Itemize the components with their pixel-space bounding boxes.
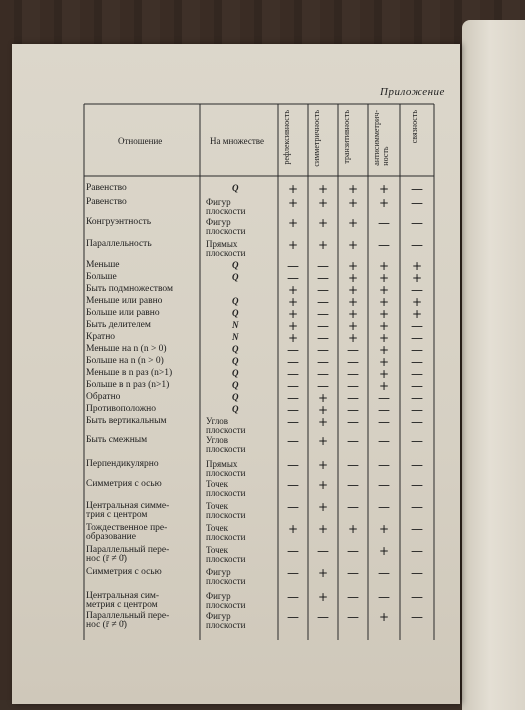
minus-mark: — — [287, 391, 299, 405]
minus-mark: — — [287, 379, 299, 393]
minus-mark: — — [317, 610, 329, 624]
minus-mark: — — [378, 458, 390, 472]
minus-mark: — — [287, 544, 299, 558]
row-relation: Противоположно — [86, 404, 157, 414]
minus-mark: — — [411, 196, 423, 210]
row-relation: Равенство — [86, 183, 127, 193]
minus-mark: — — [317, 544, 329, 558]
minus-mark: — — [287, 478, 299, 492]
row-relation: Конгруэнтность — [86, 217, 152, 227]
minus-mark: — — [347, 343, 359, 357]
minus-mark: — — [411, 283, 423, 297]
plus-mark: + — [378, 544, 390, 558]
plus-mark: + — [347, 319, 359, 333]
row-relation: Больше в n раз (n>1) — [86, 380, 170, 390]
plus-mark: + — [347, 238, 359, 252]
row-relation: Быть подмножеством — [86, 284, 173, 294]
row-set: Q — [232, 392, 239, 402]
minus-mark: — — [287, 367, 299, 381]
minus-mark: — — [411, 238, 423, 252]
minus-mark: — — [347, 403, 359, 417]
row-relation: Равенство — [86, 197, 127, 207]
plus-mark: + — [378, 307, 390, 321]
plus-mark: + — [317, 391, 329, 405]
minus-mark: — — [411, 522, 423, 536]
plus-mark: + — [317, 566, 329, 580]
minus-mark: — — [287, 403, 299, 417]
minus-mark: — — [347, 391, 359, 405]
plus-mark: + — [347, 271, 359, 285]
row-relation: Меньше в n раз (n>1) — [86, 368, 173, 378]
row-relation: Меньше на n (n > 0) — [86, 344, 167, 354]
row-set: Q — [232, 296, 239, 306]
minus-mark: — — [317, 367, 329, 381]
plus-mark: + — [378, 610, 390, 624]
row-set: Фигур плоскости — [206, 197, 246, 216]
minus-mark: — — [317, 355, 329, 369]
minus-mark: — — [411, 566, 423, 580]
minus-mark: — — [317, 343, 329, 357]
row-relation: Быть вертикальным — [86, 416, 167, 426]
plus-mark: + — [287, 522, 299, 536]
minus-mark: — — [411, 355, 423, 369]
plus-mark: + — [287, 331, 299, 345]
plus-mark: + — [378, 319, 390, 333]
row-relation: Тождественное пре- образование — [86, 523, 168, 542]
plus-mark: + — [378, 379, 390, 393]
plus-mark: + — [378, 295, 390, 309]
minus-mark: — — [411, 478, 423, 492]
minus-mark: — — [378, 500, 390, 514]
row-set: Q — [232, 308, 239, 318]
row-set: Q — [232, 368, 239, 378]
minus-mark: — — [378, 391, 390, 405]
plus-mark: + — [347, 196, 359, 210]
plus-mark: + — [317, 590, 329, 604]
row-set: Q — [232, 404, 239, 414]
plus-mark: + — [317, 238, 329, 252]
row-set: Q — [232, 272, 239, 282]
plus-mark: + — [378, 522, 390, 536]
plus-mark: + — [378, 283, 390, 297]
plus-mark: + — [347, 295, 359, 309]
row-relation: Меньше — [86, 260, 120, 270]
minus-mark: — — [378, 434, 390, 448]
minus-mark: — — [347, 355, 359, 369]
row-set: Q — [232, 356, 239, 366]
minus-mark: — — [287, 566, 299, 580]
minus-mark: — — [287, 590, 299, 604]
plus-mark: + — [347, 522, 359, 536]
row-set: Точек плоскости — [206, 501, 246, 520]
minus-mark: — — [378, 478, 390, 492]
minus-mark: — — [317, 259, 329, 273]
row-relation: Перпендикулярно — [86, 459, 159, 469]
row-set: Углов плоскости — [206, 416, 246, 435]
minus-mark: — — [378, 238, 390, 252]
minus-mark: — — [347, 544, 359, 558]
plus-mark: + — [317, 182, 329, 196]
plus-mark: + — [378, 367, 390, 381]
minus-mark: — — [287, 434, 299, 448]
row-set: Q — [232, 344, 239, 354]
row-relation: Центральная симме- трия с центром — [86, 501, 170, 520]
plus-mark: + — [317, 458, 329, 472]
header-set: На множестве — [210, 136, 264, 146]
plus-mark: + — [317, 216, 329, 230]
row-relation: Центральная сим- метрия с центром — [86, 591, 160, 610]
row-set: Точек плоскости — [206, 479, 246, 498]
minus-mark: — — [347, 610, 359, 624]
minus-mark: — — [347, 458, 359, 472]
minus-mark: — — [411, 415, 423, 429]
row-set: Точек плоскости — [206, 523, 246, 542]
minus-mark: — — [287, 271, 299, 285]
plus-mark: + — [378, 182, 390, 196]
plus-mark: + — [317, 434, 329, 448]
minus-mark: — — [347, 478, 359, 492]
plus-mark: + — [287, 283, 299, 297]
minus-mark: — — [347, 500, 359, 514]
row-set: Q — [232, 380, 239, 390]
plus-mark: + — [317, 415, 329, 429]
minus-mark: — — [378, 566, 390, 580]
row-relation: Параллельный пере- нос (r̄ ≠ 0̄) — [86, 611, 170, 630]
row-relation: Больше или равно — [86, 308, 160, 318]
minus-mark: — — [411, 343, 423, 357]
minus-mark: — — [287, 343, 299, 357]
row-set: Фигур плоскости — [206, 217, 246, 236]
header-symmetry: симметричность — [312, 110, 321, 167]
plus-mark: + — [317, 196, 329, 210]
minus-mark: — — [411, 544, 423, 558]
minus-mark: — — [411, 319, 423, 333]
plus-mark: + — [411, 271, 423, 285]
header-antisymmetry: антисимметрич- ность — [372, 110, 390, 166]
minus-mark: — — [347, 590, 359, 604]
plus-mark: + — [347, 331, 359, 345]
row-set: Прямых плоскости — [206, 459, 246, 478]
row-relation: Меньше или равно — [86, 296, 163, 306]
plus-mark: + — [411, 259, 423, 273]
minus-mark: — — [287, 355, 299, 369]
minus-mark: — — [347, 566, 359, 580]
minus-mark: — — [317, 295, 329, 309]
minus-mark: — — [378, 415, 390, 429]
row-set: N — [232, 332, 239, 342]
minus-mark: — — [347, 379, 359, 393]
plus-mark: + — [378, 355, 390, 369]
row-relation: Быть делителем — [86, 320, 151, 330]
plus-mark: + — [347, 283, 359, 297]
plus-mark: + — [317, 478, 329, 492]
header-transitivity: транзитивность — [342, 110, 351, 164]
minus-mark: — — [411, 182, 423, 196]
header-connectedness: связность — [410, 110, 419, 144]
minus-mark: — — [411, 379, 423, 393]
minus-mark: — — [378, 403, 390, 417]
minus-mark: — — [411, 434, 423, 448]
plus-mark: + — [287, 216, 299, 230]
minus-mark: — — [317, 271, 329, 285]
minus-mark: — — [411, 610, 423, 624]
row-set: N — [232, 320, 239, 330]
minus-mark: — — [347, 415, 359, 429]
minus-mark: — — [411, 403, 423, 417]
minus-mark: — — [411, 590, 423, 604]
plus-mark: + — [378, 196, 390, 210]
plus-mark: + — [317, 500, 329, 514]
row-relation: Симметрия с осью — [86, 479, 162, 489]
row-relation: Больше — [86, 272, 117, 282]
row-set: Точек плоскости — [206, 545, 246, 564]
minus-mark: — — [411, 367, 423, 381]
minus-mark: — — [411, 331, 423, 345]
plus-mark: + — [287, 319, 299, 333]
minus-mark: — — [411, 391, 423, 405]
minus-mark: — — [411, 216, 423, 230]
row-set: Фигур плоскости — [206, 611, 246, 630]
minus-mark: — — [317, 307, 329, 321]
minus-mark: — — [378, 590, 390, 604]
plus-mark: + — [347, 216, 359, 230]
minus-mark: — — [317, 331, 329, 345]
plus-mark: + — [347, 307, 359, 321]
plus-mark: + — [411, 295, 423, 309]
row-set: Q — [232, 260, 239, 270]
plus-mark: + — [378, 259, 390, 273]
plus-mark: + — [287, 196, 299, 210]
row-relation: Кратно — [86, 332, 116, 342]
row-set: Углов плоскости — [206, 435, 246, 454]
header-reflexivity: рефлексивность — [282, 110, 291, 165]
row-set: Фигур плоскости — [206, 567, 246, 586]
plus-mark: + — [378, 331, 390, 345]
row-set: Фигур плоскости — [206, 591, 246, 610]
page-heading: Приложение — [380, 86, 445, 98]
minus-mark: — — [287, 259, 299, 273]
plus-mark: + — [287, 182, 299, 196]
header-relation: Отношение — [118, 136, 163, 146]
row-set: Прямых плоскости — [206, 239, 246, 258]
minus-mark: — — [411, 458, 423, 472]
minus-mark: — — [287, 500, 299, 514]
minus-mark: — — [347, 367, 359, 381]
plus-mark: + — [378, 343, 390, 357]
plus-mark: + — [347, 259, 359, 273]
plus-mark: + — [287, 238, 299, 252]
plus-mark: + — [317, 403, 329, 417]
minus-mark: — — [287, 458, 299, 472]
row-relation: Параллельный пере- нос (r̄ ≠ 0̄) — [86, 545, 170, 564]
plus-mark: + — [378, 271, 390, 285]
minus-mark: — — [287, 415, 299, 429]
minus-mark: — — [317, 283, 329, 297]
row-relation: Симметрия с осью — [86, 567, 162, 577]
plus-mark: + — [347, 182, 359, 196]
plus-mark: + — [411, 307, 423, 321]
minus-mark: — — [287, 610, 299, 624]
minus-mark: — — [347, 434, 359, 448]
minus-mark: — — [411, 500, 423, 514]
minus-mark: — — [317, 319, 329, 333]
minus-mark: — — [317, 379, 329, 393]
plus-mark: + — [287, 295, 299, 309]
row-relation: Параллельность — [86, 239, 152, 249]
row-relation: Больше на n (n > 0) — [86, 356, 164, 366]
row-relation: Быть смежным — [86, 435, 148, 445]
plus-mark: + — [287, 307, 299, 321]
row-relation: Обратно — [86, 392, 121, 402]
plus-mark: + — [317, 522, 329, 536]
row-set: Q — [232, 183, 239, 193]
minus-mark: — — [378, 216, 390, 230]
